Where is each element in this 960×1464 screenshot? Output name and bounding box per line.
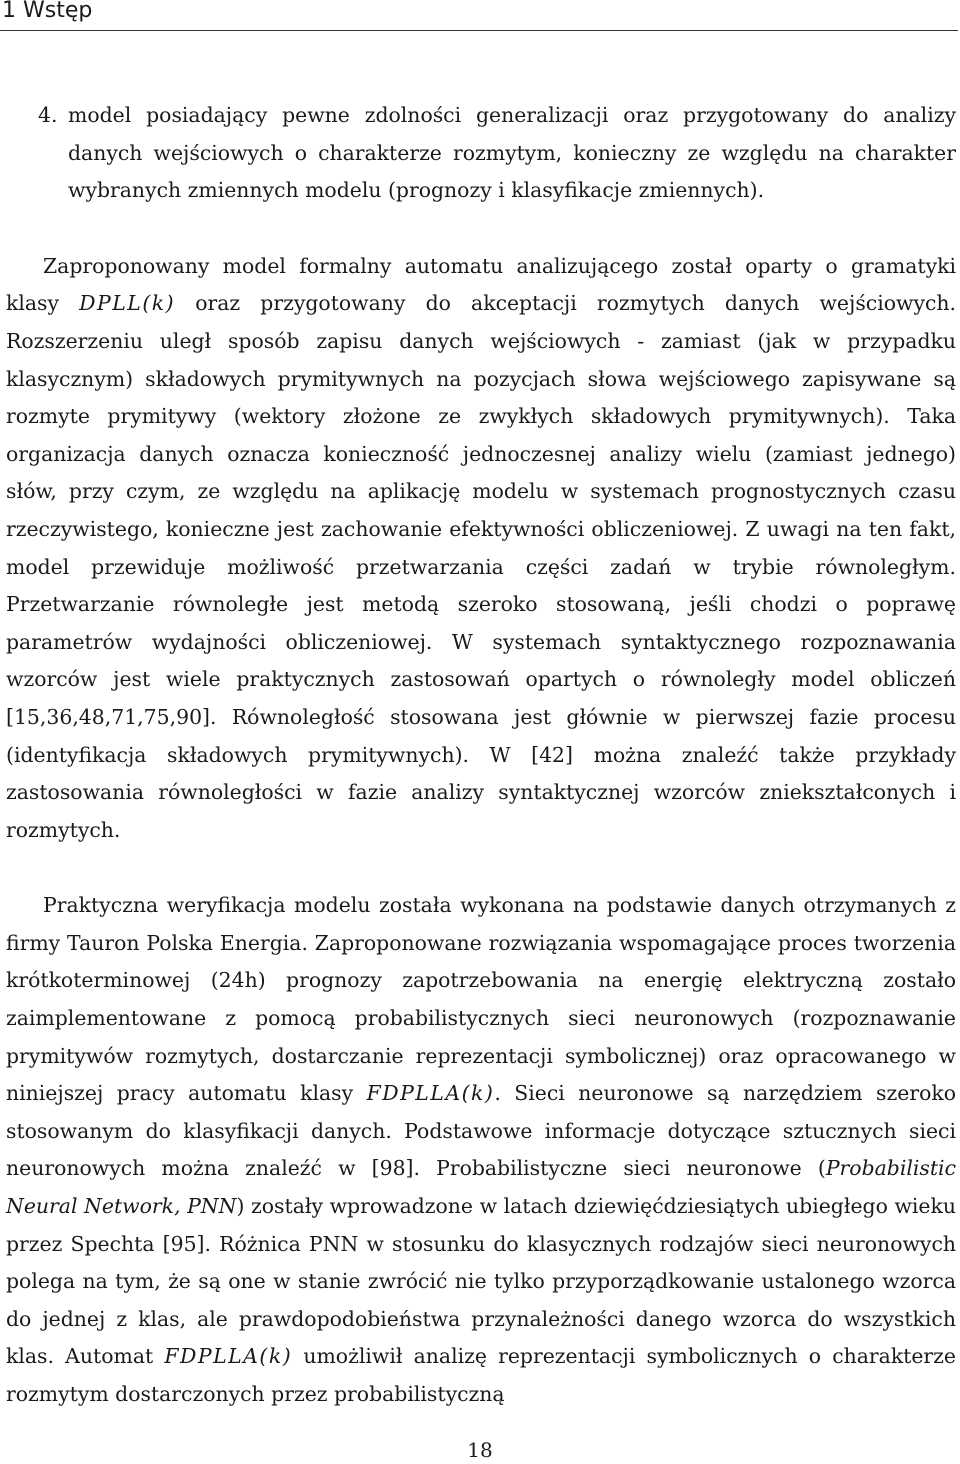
paragraph-text: ) zostały wprowadzone w latach dziewięćdziesiątych ubiegłego wieku przez Spechta [95]. Różnica PNN w stosunku do klasycznych rodzajów sieci neuronowych polega na tym, że są one w stanie zwrócić nie tylko przyporządkowanie ustalonego wzorca do jednej z klas, ale prawdopodobieństwa przynależności danego wzorca do wszystkich klas. Automat [6,1194,956,1369]
page-number: 18 [467,1438,493,1462]
paragraph-text: umożliwił analizę reprezentacji symbolicznych o charakterze rozmytym dostarczonych przez probabilistyczną [6,1344,956,1406]
math-fdplla-k: FDPLLA(k) [366,1081,495,1106]
running-header [0,0,958,31]
math-fdplla-k: FDPLLA(k) [164,1344,293,1369]
paragraph-verification [6,887,956,1413]
paragraph-model-description [6,248,956,850]
italic-term-pnn: Probabilistic Neural Network, PNN [6,1156,956,1219]
list-item [6,97,956,210]
math-dpll-k: DPLL(k) [79,291,176,316]
list-item-text: model posiadający pewne zdolności generalizacji oraz przygotowany do analizy danych wejściowych o charakterze rozmytym, konieczny ze względu na charakter wybranych zmiennych modelu (prognozy i klasyfikacje zmiennych). [68,103,956,203]
body-text [6,97,956,1414]
list-item-number: 4. [38,103,58,127]
chapter-title: 1 Wstęp [2,0,93,23]
paragraph-text: Praktyczna weryfikacja modelu została wykonana na podstawie danych otrzymanych z firmy Tauron Polska Energia. Zaproponowane rozwiązania wspomagające proces tworzenia krótkoterminowej (24h) prognozy zapotrzebowania na energię elektryczną zostało zaimplementowane z pomocą probabilistycznych sieci neuronowych (rozpoznawanie prymitywów rozmytych, dostarczanie reprezentacji symbolicznej) oraz opracowanego w niniejszej pracy automatu klasy [6,893,956,1106]
paragraph-text: oraz przygotowany do akceptacji rozmytych danych wejściowych. Rozszerzeniu uległ sposób zapisu danych wejściowych - zamiast (jak w przypadku klasycznym) składowych prymitywnych na pozycjach słowa wejściowego zapisywane są rozmyte prymitywy (wektory złożone ze zwykłych składowych prymitywnych). Taka organizacja danych oznacza konieczność jednoczesnej analizy wielu (zamiast jednego) słów, przy czym, ze względu na aplikację modelu w systemach prognostycznych czasu rzeczywistego, konieczne jest zachowanie efektywności obliczeniowej. Z uwagi na ten fakt, model przewiduje możliwość przetwarzania części zadań w trybie równoległym. Przetwarzanie równoległe jest metodą szeroko stosowaną, jeśli chodzi o poprawę parametrów wydajności obliczeniowej. W systemach syntaktycznego rozpoznawania wzorców jest wiele praktycznych zastosowań opartych o równoległy model obliczeń [15,36,48,71,75,90]. Równoległość stosowana jest głównie w pierwszej fazie procesu (identyfikacja składowych prymitywnych). W [42] można znaleźć także przykłady zastosowania równoległości w fazie analizy syntaktycznej wzorców zniekształconych i rozmytych. [6,291,957,842]
paragraph-text: Zaproponowany model formalny automatu analizującego został oparty o gramatyki klasy [6,253,956,316]
paragraph-text: . Sieci neuronowe są narzędziem szeroko stosowanym do klasyfikacji danych. Podstawowe informacje dotyczące sztucznych sieci neuronowych można znaleźć w [98]. Probabilistyczne sieci neuronowe ( [6,1081,956,1181]
